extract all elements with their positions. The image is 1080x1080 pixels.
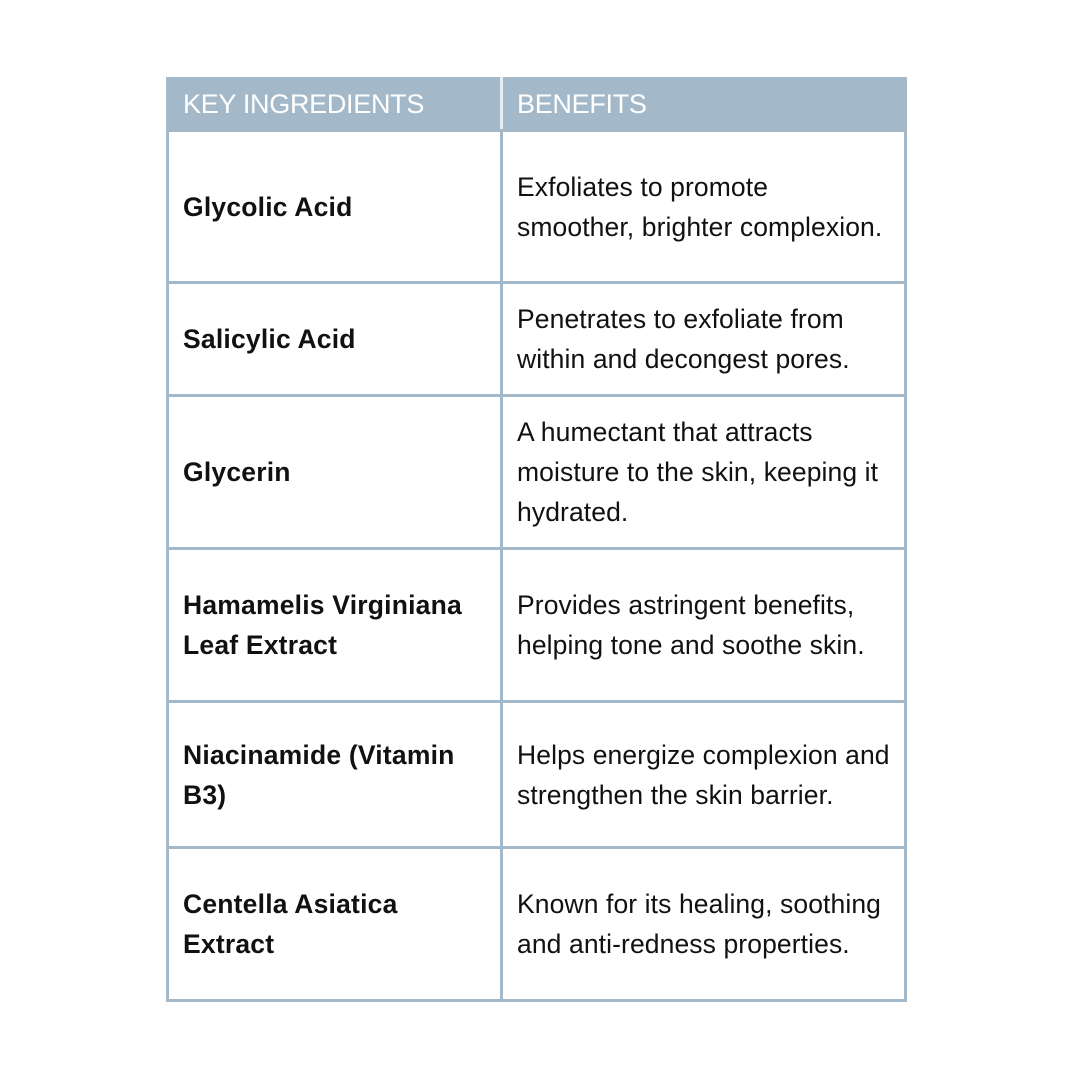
ingredient-cell: Centella Asiatica Extract	[168, 848, 502, 1001]
ingredient-cell: Glycerin	[168, 396, 502, 549]
ingredient-cell: Hamamelis Virginiana Leaf Extract	[168, 549, 502, 702]
table-header-row	[168, 79, 906, 131]
header-key-ingredients: KEY INGREDIENTS	[168, 79, 502, 131]
ingredients-table	[166, 77, 907, 1002]
table-row	[168, 702, 906, 848]
ingredient-cell: Niacinamide (Vitamin B3)	[168, 702, 502, 848]
table-row	[168, 283, 906, 396]
benefit-cell: Exfoliates to promote smoother, brighter complexion.	[502, 131, 906, 283]
table-row	[168, 848, 906, 1001]
ingredient-cell: Glycolic Acid	[168, 131, 502, 283]
benefit-cell: Penetrates to exfoliate from within and decongest pores.	[502, 283, 906, 396]
table-row	[168, 549, 906, 702]
benefit-cell: Helps energize complexion and strengthen the skin barrier.	[502, 702, 906, 848]
benefit-cell: Provides astringent benefits, helping tone and soothe skin.	[502, 549, 906, 702]
ingredient-cell: Salicylic Acid	[168, 283, 502, 396]
benefit-cell: A humectant that attracts moisture to the skin, keeping it hydrated.	[502, 396, 906, 549]
benefit-cell: Known for its healing, soothing and anti-redness properties.	[502, 848, 906, 1001]
table-row	[168, 396, 906, 549]
table-row	[168, 131, 906, 283]
header-benefits: BENEFITS	[502, 79, 906, 131]
